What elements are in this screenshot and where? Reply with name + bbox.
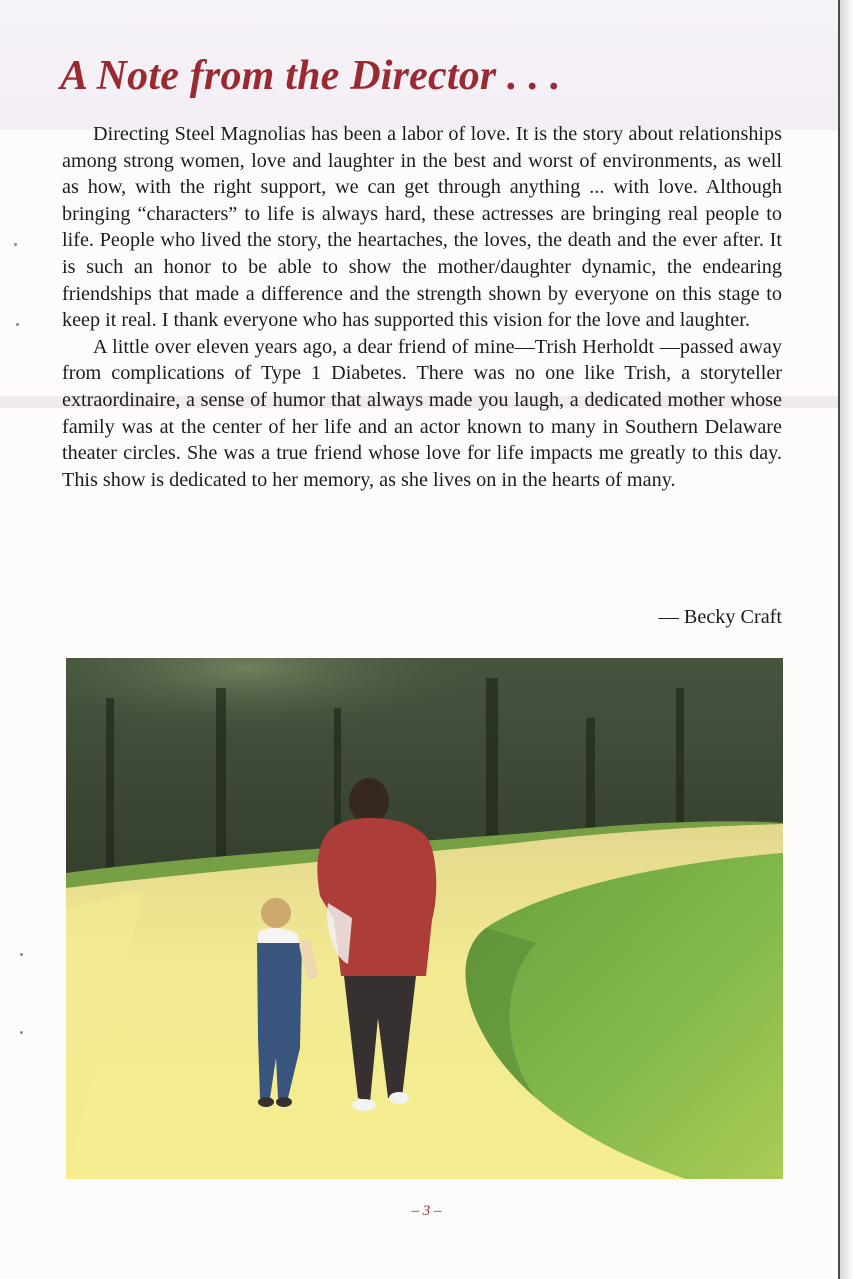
paragraph-1: Directing Steel Magnolias has been a labor of love. It is the story about relationships among strong women, love and laughter in the best and worst of environments, as well as how, with the right support, we can get through anything ... with love. Although bringing “characters” to life is always hard, these actresses are bringing real people to life. People who lived the story, the heartaches, the loves, the death and the ever after. It is such an honor to be able to show the mother/daughter dynamic, the endearing friendships that made a difference and the strength shown by everyone on this stage to keep it real. I thank everyone who has supported this vision for the love and laughter.: [62, 123, 782, 332]
photo-illustration: [66, 658, 783, 1179]
paragraph-2: A little over eleven years ago, a dear friend of mine—Trish Herholdt —passed away from complications of Type 1 Diabetes. There was no one like Trish, a storyteller extraordinaire, a sense of humor that always made you laugh, a dedicated mother whose family was at the center of her life and an actor known to many in Southern Delaware theater circles. She was a true friend whose love for life impacts me greatly to this day. This show is dedicated to her memory, as she lives on in the hearts of many.: [62, 335, 782, 491]
page-title: A Note from the Director . . .: [60, 53, 561, 99]
director-note-body: [62, 121, 782, 493]
signature: — Becky Craft: [658, 606, 782, 628]
scan-speck: [20, 1031, 23, 1034]
scan-speck: [20, 953, 23, 956]
page-edge-shadow: [840, 0, 853, 1279]
memorial-photo: [66, 658, 783, 1179]
page-number: – 3 –: [411, 1203, 442, 1219]
scan-speck: [16, 323, 19, 326]
scan-speck: [14, 243, 17, 246]
